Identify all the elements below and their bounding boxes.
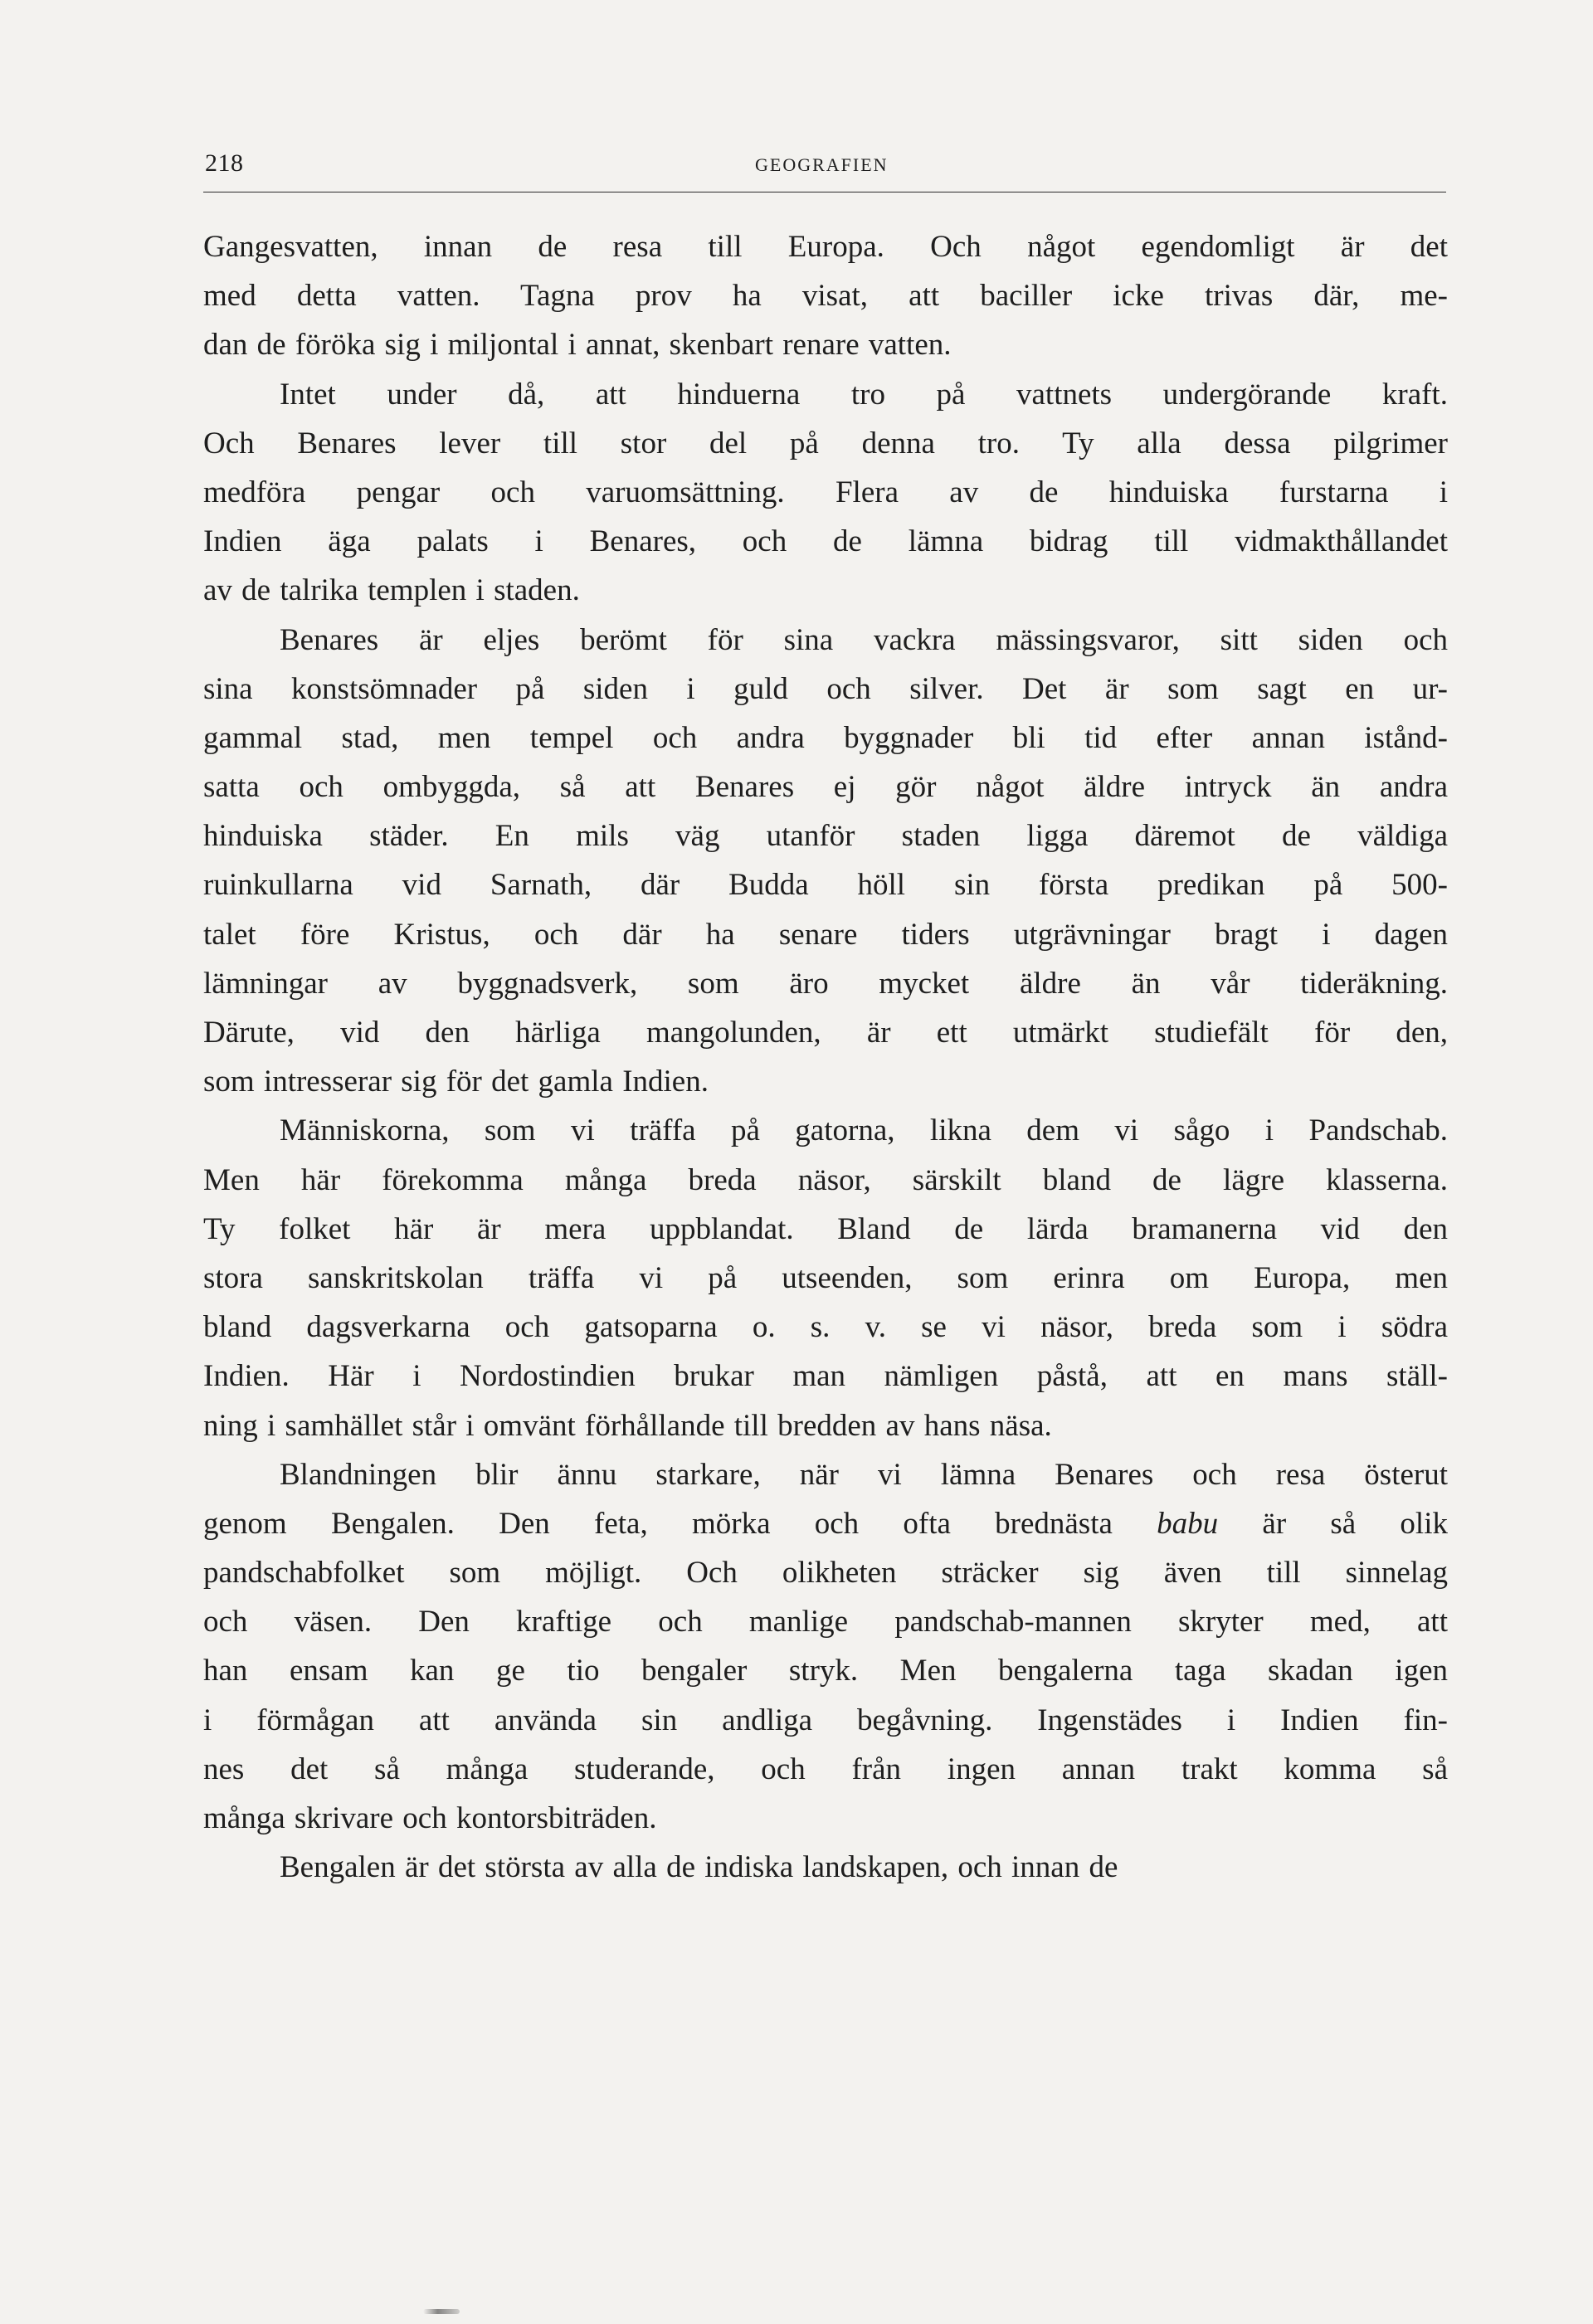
text-line: Blandningen blir ännu starkare, när vi lämna Benares och resa österut	[280, 1457, 1448, 1492]
italic-word: babu	[1157, 1506, 1219, 1541]
text-line: nes det så många studerande, och från ingen annan trakt komma så	[203, 1752, 1448, 1786]
text-line: han ensam kan ge tio bengaler stryk. Men bengalerna taga skadan igen	[203, 1654, 1448, 1688]
text-line: som intresserar sig för det gamla Indien.	[203, 1065, 709, 1099]
paragraph	[203, 222, 1448, 370]
text-line: ruinkullarna vid Sarnath, där Budda höll sin första predikan på 500-	[203, 868, 1448, 903]
text-line: Ty folket här är mera uppblandat. Bland de lärda bramanerna vid den	[203, 1211, 1448, 1246]
text-line: gammal stad, men tempel och andra byggnader bli tid efter annan istånd-	[203, 720, 1448, 755]
running-title: GEOGRAFIEN	[755, 154, 889, 175]
text-line: Indien äga palats i Benares, och de lämna bidrag till vidmakthållandet	[203, 524, 1448, 559]
paragraph	[203, 1106, 1448, 1449]
text-line: Benares är eljes berömt för sina vackra mässingsvaror, sitt siden och	[280, 622, 1448, 657]
text-line: Men här förekomma många breda näsor, särskilt bland de lägre klasserna.	[203, 1162, 1448, 1197]
text-line: stora sanskritskolan träffa vi på utseenden, som erinra om Europa, men	[203, 1260, 1448, 1295]
text-line: lämningar av byggnadsverk, som äro mycket äldre än vår tideräkning.	[203, 966, 1448, 1001]
page-smudge	[423, 2309, 460, 2314]
text-line: medföra pengar och varuomsättning. Flera av de hinduiska furstarna i	[203, 475, 1448, 509]
text-line: genom Bengalen. Den feta, mörka och ofta brednästa babu är så olik	[203, 1506, 1448, 1541]
text-line: i förmågan att använda sin andliga begåvning. Ingenstädes i Indien fin-	[203, 1703, 1448, 1737]
text-line: Och Benares lever till stor del på denna tro. Ty alla dessa pilgrimer	[203, 426, 1448, 460]
text-line: sina konstsömnader på siden i guld och silver. Det är som sagt en ur-	[203, 671, 1448, 706]
text-line: pandschabfolket som möjligt. Och olikheten sträcker sig även till sinnelag	[203, 1556, 1448, 1591]
text-line: Därute, vid den härliga mangolunden, är ett utmärkt studiefält för den,	[203, 1016, 1448, 1050]
paragraph	[203, 370, 1448, 616]
text-line: bland dagsverkarna och gatsoparna o. s. v. se vi näsor, breda som i södra	[203, 1310, 1448, 1345]
text-line: Bengalen är det största av alla de indiska landskapen, och innan de	[280, 1850, 1118, 1885]
paragraph	[203, 1450, 1448, 1844]
text-line: hinduiska städer. En mils väg utanför staden ligga däremot de väldiga	[203, 819, 1448, 854]
text-line: och väsen. Den kraftige och manlige pandschab-mannen skryter med, att	[203, 1605, 1448, 1639]
text-line: Gangesvatten, innan de resa till Europa. Och något egendomligt är det	[203, 230, 1448, 264]
text-line: talet före Kristus, och där ha senare tiders utgrävningar bragt i dagen	[203, 917, 1448, 952]
paragraph	[203, 616, 1448, 1107]
text-line: dan de föröka sig i miljontal i annat, skenbart renare vatten.	[203, 328, 952, 363]
text-line: Människorna, som vi träffa på gatorna, likna dem vi sågo i Pandschab.	[280, 1113, 1448, 1148]
text-line: med detta vatten. Tagna prov ha visat, att baciller icke trivas där, me-	[203, 279, 1448, 314]
text-line: ning i samhället står i omvänt förhållande till bredden av hans näsa.	[203, 1408, 1052, 1443]
page-number: 218	[205, 149, 244, 177]
paragraph	[203, 1843, 1448, 1892]
text-line: Intet under då, att hinduerna tro på vattnets undergörande kraft.	[280, 377, 1448, 412]
body-text	[203, 222, 1448, 1892]
text-line: Indien. Här i Nordostindien brukar man nämligen påstå, att en mans ställ-	[203, 1359, 1448, 1394]
text-line: av de talrika templen i staden.	[203, 573, 580, 608]
text-line: satta och ombyggda, så att Benares ej gör något äldre intryck än andra	[203, 770, 1448, 805]
text-line: många skrivare och kontorsbiträden.	[203, 1801, 657, 1835]
page-header	[203, 148, 1448, 189]
